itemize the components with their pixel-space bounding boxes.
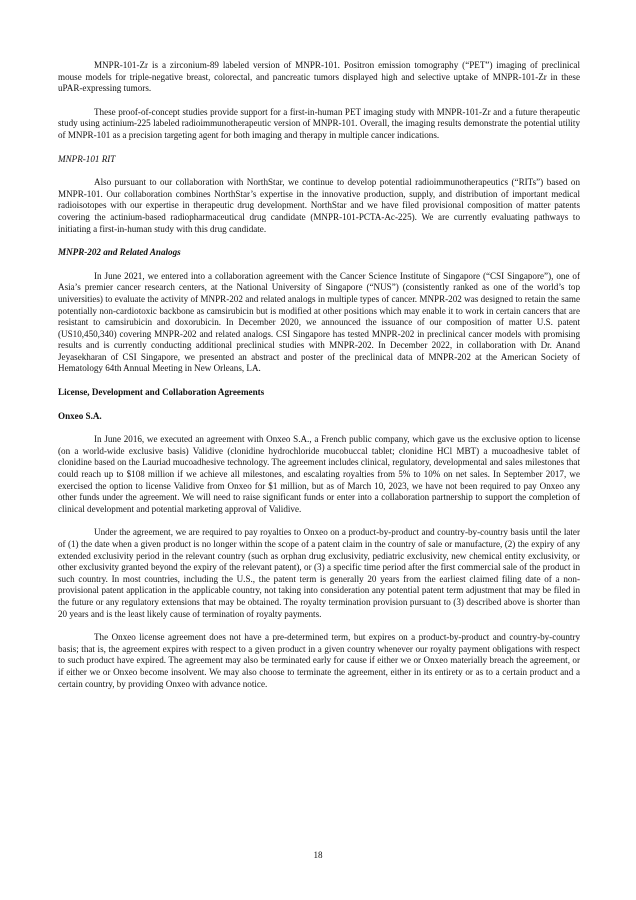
paragraph-proof-of-concept: These proof-of-concept studies provide support for a first-in-human PET imaging study with MNPR-101-Zr and a future therapeutic study using actinium-225 labeled radioimmunotherapeutic version of MNPR-101. Overall, the imaging results demonstrate the potential utility of MNPR-101 as a precision targeting agent for both imaging and therapy in multiple cancer indications. [58,106,580,140]
paragraph-onxeo-agreement: In June 2016, we executed an agreement with Onxeo S.A., a French public company, which gave us the exclusive option to license (on a world-wide exclusive basis) Validive (clonidine hydrochloride mucobuccal tablet; clonidine HCl MBT) a mucoadhesive tablet of clonidine based on the Lauriad mucoadhesive technology. The agreement includes clinical, regulatory, developmental and sales milestones that could reach up to $108 million if we achieve all milestones, and escalating royalties from 5% to 10% on net sales. In September 2017, we exercised the option to license Validive from Onxeo for $1 million, but as of March 10, 2023, we have not been required to pay Onxeo any other funds under the agreement. We will need to raise significant funds or enter into a collaboration partnership to support the completion of clinical development and potential marketing approval of Validive. [58,434,580,514]
paragraph-csi-singapore: In June 2021, we entered into a collaboration agreement with the Cancer Science Institute of Singapore (“CSI Singapore”), one of Asia’s premier cancer research centers, at the National University of Singapore (“NUS”) (consistently ranked as one of the world’s top universities) to evaluate the activity of MNPR-202 and related analogs in multiple types of cancer. MNPR-202 was designed to retain the same potentially non-cardiotoxic backbone as camsirubicin but is modified at other positions which may enable it to work in certain cancers that are resistant to camsirubicin and doxorubicin. In December 2020, we announced the issuance of our composition of matter U.S. patent (US10,450,340) covering MNPR-202 and related analogs. CSI Singapore has tested MNPR-202 in preclinical cancer models with promising results and is currently conducting additional preclinical studies with MNPR-202. In December 2022, in collaboration with Dr. Anand Jeyasekharan of CSI Singapore, we presented an abstract and poster of the preclinical data of MNPR-202 at the American Society of Hematology 64th Annual Meeting in New Orleans, LA. [58,270,580,374]
paragraph-northstar: Also pursuant to our collaboration with NorthStar, we continue to develop potential radioimmunotherapeutics (“RITs”) based on MNPR-101. Our collaboration combines NorthStar’s expertise in the innovative production, supply, and distribution of important medical radioisotopes with our expertise in therapeutic drug development. NorthStar and we have filed provisional composition of matter patents covering the actinium-based radiopharmaceutical drug candidate (MNPR-101-PCTA-Ac-225). We are currently evaluating pathways to initiating a first-in-human study with this drug candidate. [58,177,580,234]
paragraph-license-term: The Onxeo license agreement does not have a pre-determined term, but expires on a product-by-product and country-by-country basis; that is, the agreement expires with respect to a given product in a given country whenever our royalty payment obligations with respect to such product have expired. The agreement may also be terminated early for cause if either we or Onxeo materially breach the agreement, or if either we or Onxeo become insolvent. We may also choose to terminate the agreement, either in its entirety or as to a certain product and a certain country, by providing Onxeo with advance notice. [58,632,580,689]
heading-mnpr101-rit: MNPR-101 RIT [58,153,116,164]
paragraph-royalties: Under the agreement, we are required to pay royalties to Onxeo on a product-by-product and country-by-country basis until the later of (1) the date when a given product is no longer within the scope of a patent claim in the country of sale or manufacture, (2) the expiry of any extended exclusivity period in the relevant country (such as orphan drug exclusivity, pediatric exclusivity, new chemical entity exclusivity, or other exclusivity granted beyond the expiry of the relevant patent), or (3) a specific time period after the first commercial sale of the product in such country. In most countries, including the U.S., the patent term is generally 20 years from the earliest claimed filing date of a non-provisional patent application in the applicable country, not taking into consideration any potential patent term adjustment that may be filed in the future or any regulatory extensions that may be obtained. The royalty termination provision pursuant to (3) described above is shorter than 20 years and is the least likely cause of termination of royalty payments. [58,527,580,619]
heading-onxeo: Onxeo S.A. [58,410,102,421]
document-page [58,60,580,690]
page-number: 18 [313,850,323,860]
paragraph-mnpr101-zr: MNPR-101-Zr is a zirconium-89 labeled version of MNPR-101. Positron emission tomography (“PET”) imaging of preclinical mouse models for triple-negative breast, colorectal, and pancreatic tumors displayed high and selective uptake of MNPR-101-Zr in these uPAR-expressing tumors. [58,60,580,94]
heading-license-agreements: License, Development and Collaboration Agreements [58,387,265,398]
heading-mnpr202: MNPR-202 and Related Analogs [58,247,181,258]
